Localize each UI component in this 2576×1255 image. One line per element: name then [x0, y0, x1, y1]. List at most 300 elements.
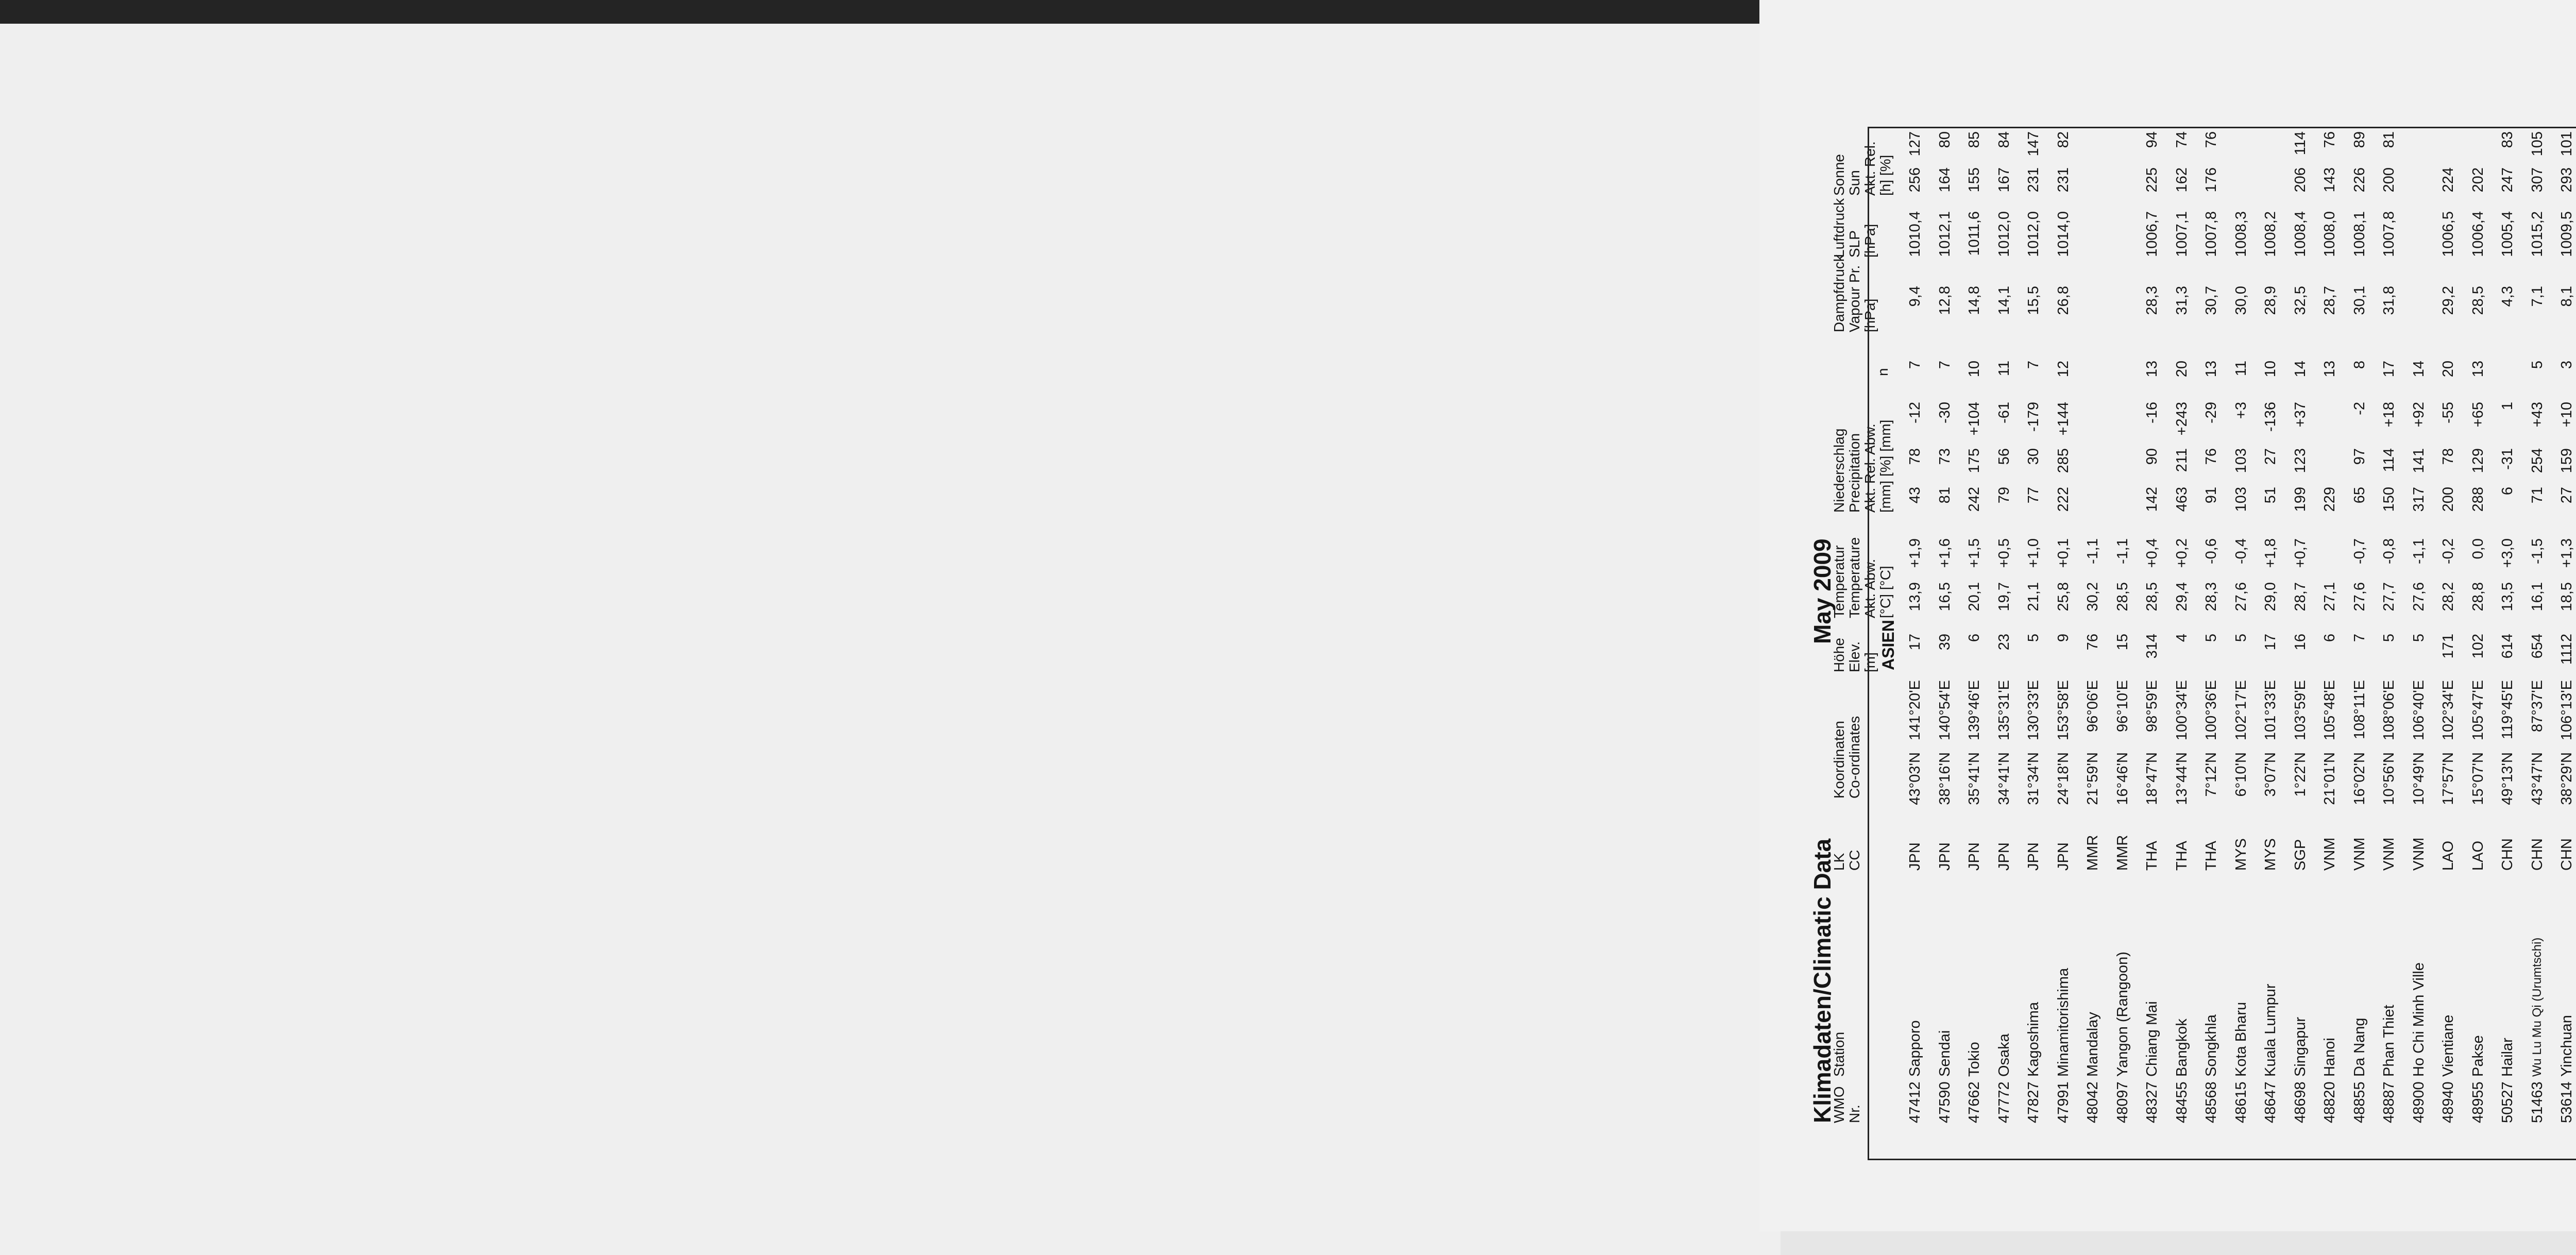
top-bar: [0, 0, 1781, 24]
precipitation-days-cell: 20: [2440, 361, 2456, 378]
temperature-deviation-cell: -1,1: [2114, 538, 2131, 564]
precipitation-relative-cell: 129: [2469, 448, 2486, 473]
precipitation-deviation-cell: +65: [2469, 402, 2486, 428]
sea-level-pressure-cell: 1008,2: [2262, 211, 2279, 257]
country-code-cell: VNM: [2381, 837, 2397, 871]
sunshine-hours-cell: 224: [2440, 167, 2456, 193]
vapour-pressure-cell: 15,5: [2025, 286, 2042, 315]
precipitation-deviation-cell: -55: [2440, 402, 2456, 423]
latitude-cell: 7°12'N: [2203, 752, 2219, 797]
precipitation-deviation-cell: +37: [2292, 402, 2309, 428]
temperature-cell: 27,6: [2410, 582, 2427, 612]
country-code-cell: MMR: [2114, 835, 2131, 871]
precipitation-relative-cell: 78: [1907, 448, 1923, 465]
latitude-cell: 43°47'N: [2529, 752, 2546, 805]
longitude-cell: 106°13'E: [2558, 680, 2575, 741]
precipitation-cell: 200: [2440, 487, 2456, 512]
climate-data-sheet: [1759, 0, 2576, 1231]
wmo-number-cell: 47662: [1966, 1081, 1982, 1123]
header-elevation: Höhe Elev. [m]: [1831, 638, 1878, 672]
wmo-number-cell: 48042: [2084, 1081, 2101, 1123]
precipitation-cell: 81: [1936, 487, 1953, 504]
temperature-cell: 18,5: [2558, 582, 2575, 612]
precipitation-cell: 317: [2410, 487, 2427, 512]
precipitation-relative-cell: 30: [2025, 448, 2042, 465]
longitude-cell: 87°37'E: [2529, 680, 2546, 732]
sea-level-pressure-cell: 1012,0: [1995, 211, 2012, 257]
longitude-cell: 103°59'E: [2292, 680, 2309, 741]
precipitation-days-cell: 7: [2025, 361, 2042, 369]
precipitation-days-cell: 7: [1907, 361, 1923, 369]
precipitation-days-cell: 10: [2262, 361, 2279, 378]
sunshine-hours-cell: 167: [1995, 167, 2012, 193]
sunshine-hours-cell: 164: [1936, 167, 1953, 193]
temperature-cell: 29,0: [2262, 582, 2279, 612]
latitude-cell: 31°34'N: [2025, 752, 2042, 805]
station-name-cell: Kota Bharu: [2232, 1002, 2249, 1077]
sunshine-relative-cell: 89: [2351, 131, 2368, 148]
sunshine-relative-cell: 84: [1995, 131, 2012, 148]
wmo-number-cell: 48820: [2321, 1081, 2338, 1123]
wmo-number-cell: 48955: [2469, 1081, 2486, 1123]
temperature-deviation-cell: +1,3: [2558, 538, 2575, 568]
temperature-cell: 28,8: [2469, 582, 2486, 612]
precipitation-cell: 6: [2499, 487, 2516, 496]
country-code-cell: JPN: [1966, 842, 1982, 871]
station-name-cell: Yinchuan: [2558, 1015, 2575, 1077]
temperature-deviation-cell: +1,5: [1966, 538, 1982, 568]
longitude-cell: 108°11'E: [2351, 680, 2368, 739]
elevation-cell: 4: [2173, 634, 2190, 642]
station-name-cell: Mandalay: [2084, 1012, 2101, 1077]
sea-level-pressure-cell: 1007,1: [2173, 211, 2190, 257]
precipitation-deviation-cell: +10: [2558, 402, 2575, 428]
precipitation-cell: 77: [2025, 487, 2042, 504]
country-code-cell: JPN: [1936, 842, 1953, 871]
vapour-pressure-cell: 28,7: [2321, 286, 2338, 315]
wmo-number-cell: 47991: [2055, 1081, 2072, 1123]
longitude-cell: 119°45'E: [2499, 680, 2516, 739]
vapour-pressure-cell: 28,9: [2262, 286, 2279, 315]
header-coordinates: Koordinaten Co-ordinates: [1831, 716, 1862, 799]
station-name-cell: Pakse: [2469, 1035, 2486, 1077]
precipitation-days-cell: 13: [2469, 361, 2486, 378]
temperature-cell: 16,1: [2529, 582, 2546, 612]
elevation-cell: 5: [2232, 634, 2249, 642]
station-name-cell: Songkhla: [2203, 1014, 2219, 1077]
sunshine-relative-cell: 76: [2321, 131, 2338, 148]
precipitation-cell: 242: [1966, 487, 1982, 512]
elevation-cell: 39: [1936, 634, 1953, 651]
longitude-cell: 106°40'E: [2410, 680, 2427, 741]
sunshine-hours-cell: 143: [2321, 167, 2338, 193]
elevation-cell: 16: [2292, 634, 2309, 651]
elevation-cell: 17: [2262, 634, 2279, 651]
station-name-cell: Kuala Lumpur: [2262, 983, 2279, 1077]
precipitation-deviation-cell: +144: [2055, 402, 2072, 436]
temperature-cell: 28,3: [2203, 582, 2219, 612]
sunshine-relative-cell: 74: [2173, 131, 2190, 148]
country-code-cell: JPN: [1995, 842, 2012, 871]
latitude-cell: 38°16'N: [1936, 752, 1953, 805]
precipitation-relative-cell: 103: [2232, 448, 2249, 473]
temperature-deviation-cell: +0,1: [2055, 538, 2072, 568]
vapour-pressure-cell: 32,5: [2292, 286, 2309, 315]
sunshine-hours-cell: 206: [2292, 167, 2309, 193]
wmo-number-cell: 48887: [2381, 1081, 2397, 1123]
wmo-number-cell: 47827: [2025, 1081, 2042, 1123]
longitude-cell: 108°06'E: [2381, 680, 2397, 741]
wmo-number-cell: 47590: [1936, 1081, 1953, 1123]
precipitation-days-cell: 13: [2321, 361, 2338, 378]
precipitation-relative-cell: 285: [2055, 448, 2072, 473]
precipitation-deviation-cell: -16: [2144, 402, 2160, 423]
sunshine-hours-cell: 293: [2558, 167, 2575, 193]
sea-level-pressure-cell: 1008,3: [2232, 211, 2249, 257]
temperature-cell: 25,8: [2055, 582, 2072, 612]
precipitation-cell: 150: [2381, 487, 2397, 512]
country-code-cell: MMR: [2084, 835, 2101, 871]
temperature-deviation-cell: -1,1: [2084, 538, 2101, 564]
vapour-pressure-cell: 14,1: [1995, 286, 2012, 315]
section-asia: ASIEN: [1879, 620, 1897, 670]
sea-level-pressure-cell: 1006,4: [2469, 211, 2486, 257]
precipitation-deviation-cell: -29: [2203, 402, 2219, 423]
latitude-cell: 6°10'N: [2232, 752, 2249, 797]
latitude-cell: 21°59'N: [2084, 752, 2101, 805]
precipitation-relative-cell: 254: [2529, 448, 2546, 473]
wmo-number-cell: 48097: [2114, 1081, 2131, 1123]
longitude-cell: 135°31'E: [1995, 680, 2012, 741]
temperature-cell: 27,6: [2351, 582, 2368, 612]
station-name-cell: Phan Thiet: [2381, 1005, 2397, 1077]
country-code-cell: THA: [2203, 841, 2219, 871]
temperature-cell: 27,7: [2381, 582, 2397, 612]
temperature-deviation-cell: 0,0: [2469, 538, 2486, 559]
latitude-cell: 15°07'N: [2469, 752, 2486, 805]
precipitation-days-cell: 3: [2558, 361, 2575, 369]
station-name-cell: Da Nang: [2351, 1017, 2368, 1077]
precipitation-relative-cell: 114: [2381, 448, 2397, 472]
vapour-pressure-cell: 28,3: [2144, 286, 2160, 315]
sea-level-pressure-cell: 1006,7: [2144, 211, 2160, 257]
country-code-cell: THA: [2173, 841, 2190, 871]
temperature-deviation-cell: -0,4: [2232, 538, 2249, 564]
wmo-number-cell: 48900: [2410, 1081, 2427, 1123]
sea-level-pressure-cell: 1011,6: [1966, 211, 1982, 256]
temperature-deviation-cell: +1,8: [2262, 538, 2279, 568]
elevation-cell: 76: [2084, 634, 2101, 651]
sunshine-hours-cell: 202: [2469, 167, 2486, 193]
sunshine-hours-cell: 256: [1907, 167, 1923, 193]
header-precipitation: Niederschlag Precipitation Akt. Rel. Abw. [mm] [%] [mm]: [1831, 419, 1893, 513]
country-code-cell: VNM: [2321, 837, 2338, 871]
station-name-cell: Kagoshima: [2025, 1002, 2042, 1077]
sunshine-relative-cell: 94: [2144, 131, 2160, 148]
country-code-cell: JPN: [2025, 842, 2042, 871]
latitude-cell: 18°47'N: [2144, 752, 2160, 805]
station-name-cell: Osaka: [1995, 1033, 2012, 1077]
precipitation-deviation-cell: +243: [2173, 402, 2190, 436]
station-name-cell: Bangkok: [2173, 1019, 2190, 1077]
vapour-pressure-cell: 28,5: [2469, 286, 2486, 315]
sea-level-pressure-cell: 1007,8: [2381, 211, 2397, 257]
elevation-cell: 1112: [2558, 634, 2575, 665]
temperature-cell: 21,1: [2025, 582, 2042, 612]
wmo-number-cell: 48698: [2292, 1081, 2309, 1123]
country-code-cell: JPN: [1907, 842, 1923, 871]
vapour-pressure-cell: 9,4: [1907, 286, 1923, 307]
temperature-cell: 27,1: [2321, 582, 2338, 612]
longitude-cell: 96°06'E: [2084, 680, 2101, 732]
country-code-cell: JPN: [2055, 842, 2072, 871]
elevation-cell: 314: [2144, 634, 2160, 659]
elevation-cell: 6: [2321, 634, 2338, 642]
sunshine-hours-cell: 225: [2144, 167, 2160, 193]
wmo-number-cell: 48615: [2232, 1081, 2249, 1123]
vapour-pressure-cell: 12,8: [1936, 286, 1953, 315]
sunshine-hours-cell: 162: [2173, 167, 2190, 193]
precipitation-deviation-cell: -12: [1907, 402, 1923, 423]
temperature-cell: 20,1: [1966, 582, 1982, 612]
wmo-number-cell: 48568: [2203, 1081, 2219, 1123]
latitude-cell: 16°02'N: [2351, 752, 2368, 805]
vapour-pressure-cell: 14,8: [1966, 286, 1982, 315]
country-code-cell: VNM: [2351, 837, 2368, 871]
station-name-cell: Hanoi: [2321, 1038, 2338, 1077]
latitude-cell: 10°49'N: [2410, 752, 2427, 805]
precipitation-relative-cell: 159: [2558, 448, 2575, 473]
country-code-cell: CHN: [2558, 838, 2575, 871]
station-name-cell: Sendai: [1936, 1030, 1953, 1077]
header-slp: Luftdruck SLP [hPa]: [1831, 198, 1878, 258]
sunshine-relative-cell: 80: [1936, 131, 1953, 148]
country-code-cell: VNM: [2410, 837, 2427, 871]
precipitation-relative-cell: 211: [2173, 448, 2190, 472]
precipitation-deviation-cell: -61: [1995, 402, 2012, 423]
latitude-cell: 35°41'N: [1966, 752, 1982, 805]
longitude-cell: 130°33'E: [2025, 680, 2042, 741]
country-code-cell: LAO: [2440, 840, 2456, 871]
elevation-cell: 171: [2440, 634, 2456, 659]
precipitation-cell: 142: [2144, 487, 2160, 512]
latitude-cell: 1°22'N: [2292, 752, 2309, 797]
sea-level-pressure-cell: 1010,4: [1907, 211, 1923, 257]
latitude-cell: 21°01'N: [2321, 752, 2338, 805]
precipitation-deviation-cell: +43: [2529, 402, 2546, 428]
temperature-cell: 16,5: [1936, 582, 1953, 612]
precipitation-deviation-cell: +92: [2410, 402, 2427, 428]
precipitation-deviation-cell: -136: [2262, 402, 2279, 432]
sea-level-pressure-cell: 1006,5: [2440, 211, 2456, 257]
precipitation-cell: 103: [2232, 487, 2249, 512]
temperature-deviation-cell: +1,0: [2025, 538, 2042, 568]
elevation-cell: 6: [1966, 634, 1982, 642]
latitude-cell: 43°03'N: [1907, 752, 1923, 805]
temperature-cell: 28,7: [2292, 582, 2309, 612]
precipitation-deviation-cell: -30: [1936, 402, 1953, 423]
scanned-page: [0, 24, 1781, 1255]
sunshine-hours-cell: 226: [2351, 167, 2368, 193]
precipitation-days-cell: 14: [2292, 361, 2309, 378]
report-month: May 2009: [1809, 538, 1836, 644]
elevation-cell: 17: [1907, 634, 1923, 651]
sunshine-hours-cell: 307: [2529, 167, 2546, 193]
temperature-cell: 28,5: [2144, 582, 2160, 612]
temperature-deviation-cell: -0,7: [2351, 538, 2368, 564]
precipitation-days-cell: 11: [2232, 361, 2249, 377]
sunshine-hours-cell: 231: [2055, 167, 2072, 193]
temperature-deviation-cell: +0,5: [1995, 538, 2012, 568]
wmo-number-cell: 47772: [1995, 1081, 2012, 1123]
elevation-cell: 7: [2351, 634, 2368, 642]
country-code-cell: CHN: [2499, 838, 2516, 871]
sea-level-pressure-cell: 1005,4: [2499, 211, 2516, 257]
country-code-cell: THA: [2144, 841, 2160, 871]
sea-level-pressure-cell: 1012,1: [1936, 211, 1953, 257]
sunshine-relative-cell: 105: [2529, 131, 2546, 157]
latitude-cell: 13°44'N: [2173, 752, 2190, 805]
vapour-pressure-cell: 30,7: [2203, 286, 2219, 315]
temperature-deviation-cell: +3,0: [2499, 538, 2516, 568]
longitude-cell: 96°10'E: [2114, 680, 2131, 732]
temperature-cell: 27,6: [2232, 582, 2249, 612]
temperature-deviation-cell: -0,2: [2440, 538, 2456, 564]
elevation-cell: 102: [2469, 634, 2486, 659]
temperature-deviation-cell: +1,6: [1936, 538, 1953, 568]
wmo-number-cell: 48327: [2144, 1081, 2160, 1123]
sunshine-relative-cell: 85: [1966, 131, 1982, 148]
wmo-number-cell: 53614: [2558, 1081, 2575, 1123]
temperature-deviation-cell: -1,5: [2529, 538, 2546, 564]
sunshine-hours-cell: 231: [2025, 167, 2042, 193]
precipitation-relative-cell: -31: [2499, 448, 2516, 470]
vapour-pressure-cell: 30,1: [2351, 286, 2368, 315]
latitude-cell: 38°29'N: [2558, 752, 2575, 805]
precipitation-deviation-cell: -179: [2025, 402, 2042, 432]
precipitation-days-cell: 10: [1966, 361, 1982, 378]
header-station: Station: [1831, 1031, 1847, 1077]
longitude-cell: 100°34'E: [2173, 680, 2190, 741]
country-code-cell: SGP: [2292, 839, 2309, 871]
longitude-cell: 98°59'E: [2144, 680, 2160, 732]
longitude-cell: 141°20'E: [1907, 680, 1923, 741]
longitude-cell: 153°58'E: [2055, 680, 2072, 741]
country-code-cell: LAO: [2469, 840, 2486, 871]
longitude-cell: 101°33'E: [2262, 680, 2279, 741]
temperature-deviation-cell: +0,7: [2292, 538, 2309, 568]
sunshine-relative-cell: 127: [1907, 131, 1923, 157]
elevation-cell: 9: [2055, 634, 2072, 642]
station-name-cell: Wu Lu Mu Qi (Urumtschi): [2530, 937, 2544, 1077]
elevation-cell: 5: [2025, 634, 2042, 642]
page-title: Klimadaten/Climatic Data: [1809, 838, 1836, 1123]
precipitation-cell: 463: [2173, 487, 2190, 512]
precipitation-cell: 199: [2292, 487, 2309, 512]
sunshine-relative-cell: 83: [2499, 131, 2516, 148]
elevation-cell: 5: [2203, 634, 2219, 642]
sunshine-relative-cell: 147: [2025, 131, 2042, 157]
latitude-cell: 16°46'N: [2114, 752, 2131, 805]
wmo-number-cell: 50527: [2499, 1081, 2516, 1123]
precipitation-cell: 288: [2469, 487, 2486, 512]
header-temperature: Temperatur Temperature Akt. Abw. [°C] [°C]: [1831, 537, 1893, 618]
sunshine-relative-cell: 82: [2055, 131, 2072, 148]
precipitation-relative-cell: 76: [2203, 448, 2219, 465]
longitude-cell: 105°47'E: [2469, 680, 2486, 741]
precipitation-days-cell: 14: [2410, 361, 2427, 378]
precipitation-cell: 222: [2055, 487, 2072, 512]
vapour-pressure-cell: 31,8: [2381, 286, 2397, 315]
longitude-cell: 102°17'E: [2232, 680, 2249, 741]
station-name-cell: Minamitorishima: [2055, 968, 2072, 1077]
temperature-cell: 28,5: [2114, 582, 2131, 612]
station-name-cell: Tokio: [1966, 1042, 1982, 1077]
precipitation-relative-cell: 141: [2410, 448, 2427, 473]
wmo-number-cell: 48855: [2351, 1081, 2368, 1123]
latitude-cell: 34°41'N: [1995, 752, 2012, 805]
latitude-cell: 10°56'N: [2381, 752, 2397, 805]
precipitation-days-cell: 8: [2351, 361, 2368, 369]
longitude-cell: 140°54'E: [1936, 680, 1953, 741]
precipitation-deviation-cell: +3: [2232, 402, 2249, 419]
vapour-pressure-cell: 29,2: [2440, 286, 2456, 315]
precipitation-days-cell: 13: [2203, 361, 2219, 378]
elevation-cell: 23: [1995, 634, 2012, 651]
temperature-cell: 28,2: [2440, 582, 2456, 612]
vapour-pressure-cell: 26,8: [2055, 286, 2072, 315]
temperature-cell: 13,9: [1907, 582, 1923, 612]
longitude-cell: 139°46'E: [1966, 680, 1982, 741]
sunshine-relative-cell: 101: [2558, 131, 2575, 157]
header-n: n: [1875, 368, 1891, 376]
vapour-pressure-cell: 7,1: [2529, 286, 2546, 307]
precipitation-cell: 27: [2558, 487, 2575, 504]
precipitation-cell: 229: [2321, 487, 2338, 512]
precipitation-relative-cell: 97: [2351, 448, 2368, 465]
wmo-number-cell: 48647: [2262, 1081, 2279, 1123]
country-code-cell: MYS: [2262, 838, 2279, 871]
header-wmo: WMO Nr.: [1831, 1086, 1862, 1123]
elevation-cell: 654: [2529, 634, 2546, 659]
precipitation-days-cell: 20: [2173, 361, 2190, 378]
header-vapour: Dampfdruck Vapour Pr. [hPa]: [1831, 255, 1878, 332]
latitude-cell: 17°57'N: [2440, 752, 2456, 805]
precipitation-days-cell: 12: [2055, 361, 2072, 378]
precipitation-cell: 71: [2529, 487, 2546, 504]
station-name-cell: Sapporo: [1907, 1020, 1923, 1077]
wmo-number-cell: 51463: [2529, 1081, 2546, 1123]
sunshine-hours-cell: 155: [1966, 167, 1982, 193]
sea-level-pressure-cell: 1012,0: [2025, 211, 2042, 257]
precipitation-relative-cell: 123: [2292, 448, 2309, 473]
temperature-deviation-cell: +0,2: [2173, 538, 2190, 568]
sea-level-pressure-cell: 1009,5: [2558, 211, 2575, 257]
temperature-deviation-cell: -1,1: [2410, 538, 2427, 564]
country-code-cell: CHN: [2529, 838, 2546, 871]
temperature-deviation-cell: -0,6: [2203, 538, 2219, 564]
precipitation-cell: 91: [2203, 487, 2219, 504]
station-name-cell: Ho Chi Minh Ville: [2410, 962, 2427, 1077]
vapour-pressure-cell: 8,1: [2558, 286, 2575, 307]
sunshine-relative-cell: 114: [2292, 131, 2309, 156]
precipitation-cell: 79: [1995, 487, 2012, 504]
precipitation-days-cell: 5: [2529, 361, 2546, 369]
header-sun: Sonne Sun Akt. Rel. [h] [%]: [1831, 141, 1893, 196]
longitude-cell: 105°48'E: [2321, 680, 2338, 741]
precipitation-relative-cell: 27: [2262, 448, 2279, 465]
station-name-cell: Hailar: [2499, 1038, 2516, 1077]
